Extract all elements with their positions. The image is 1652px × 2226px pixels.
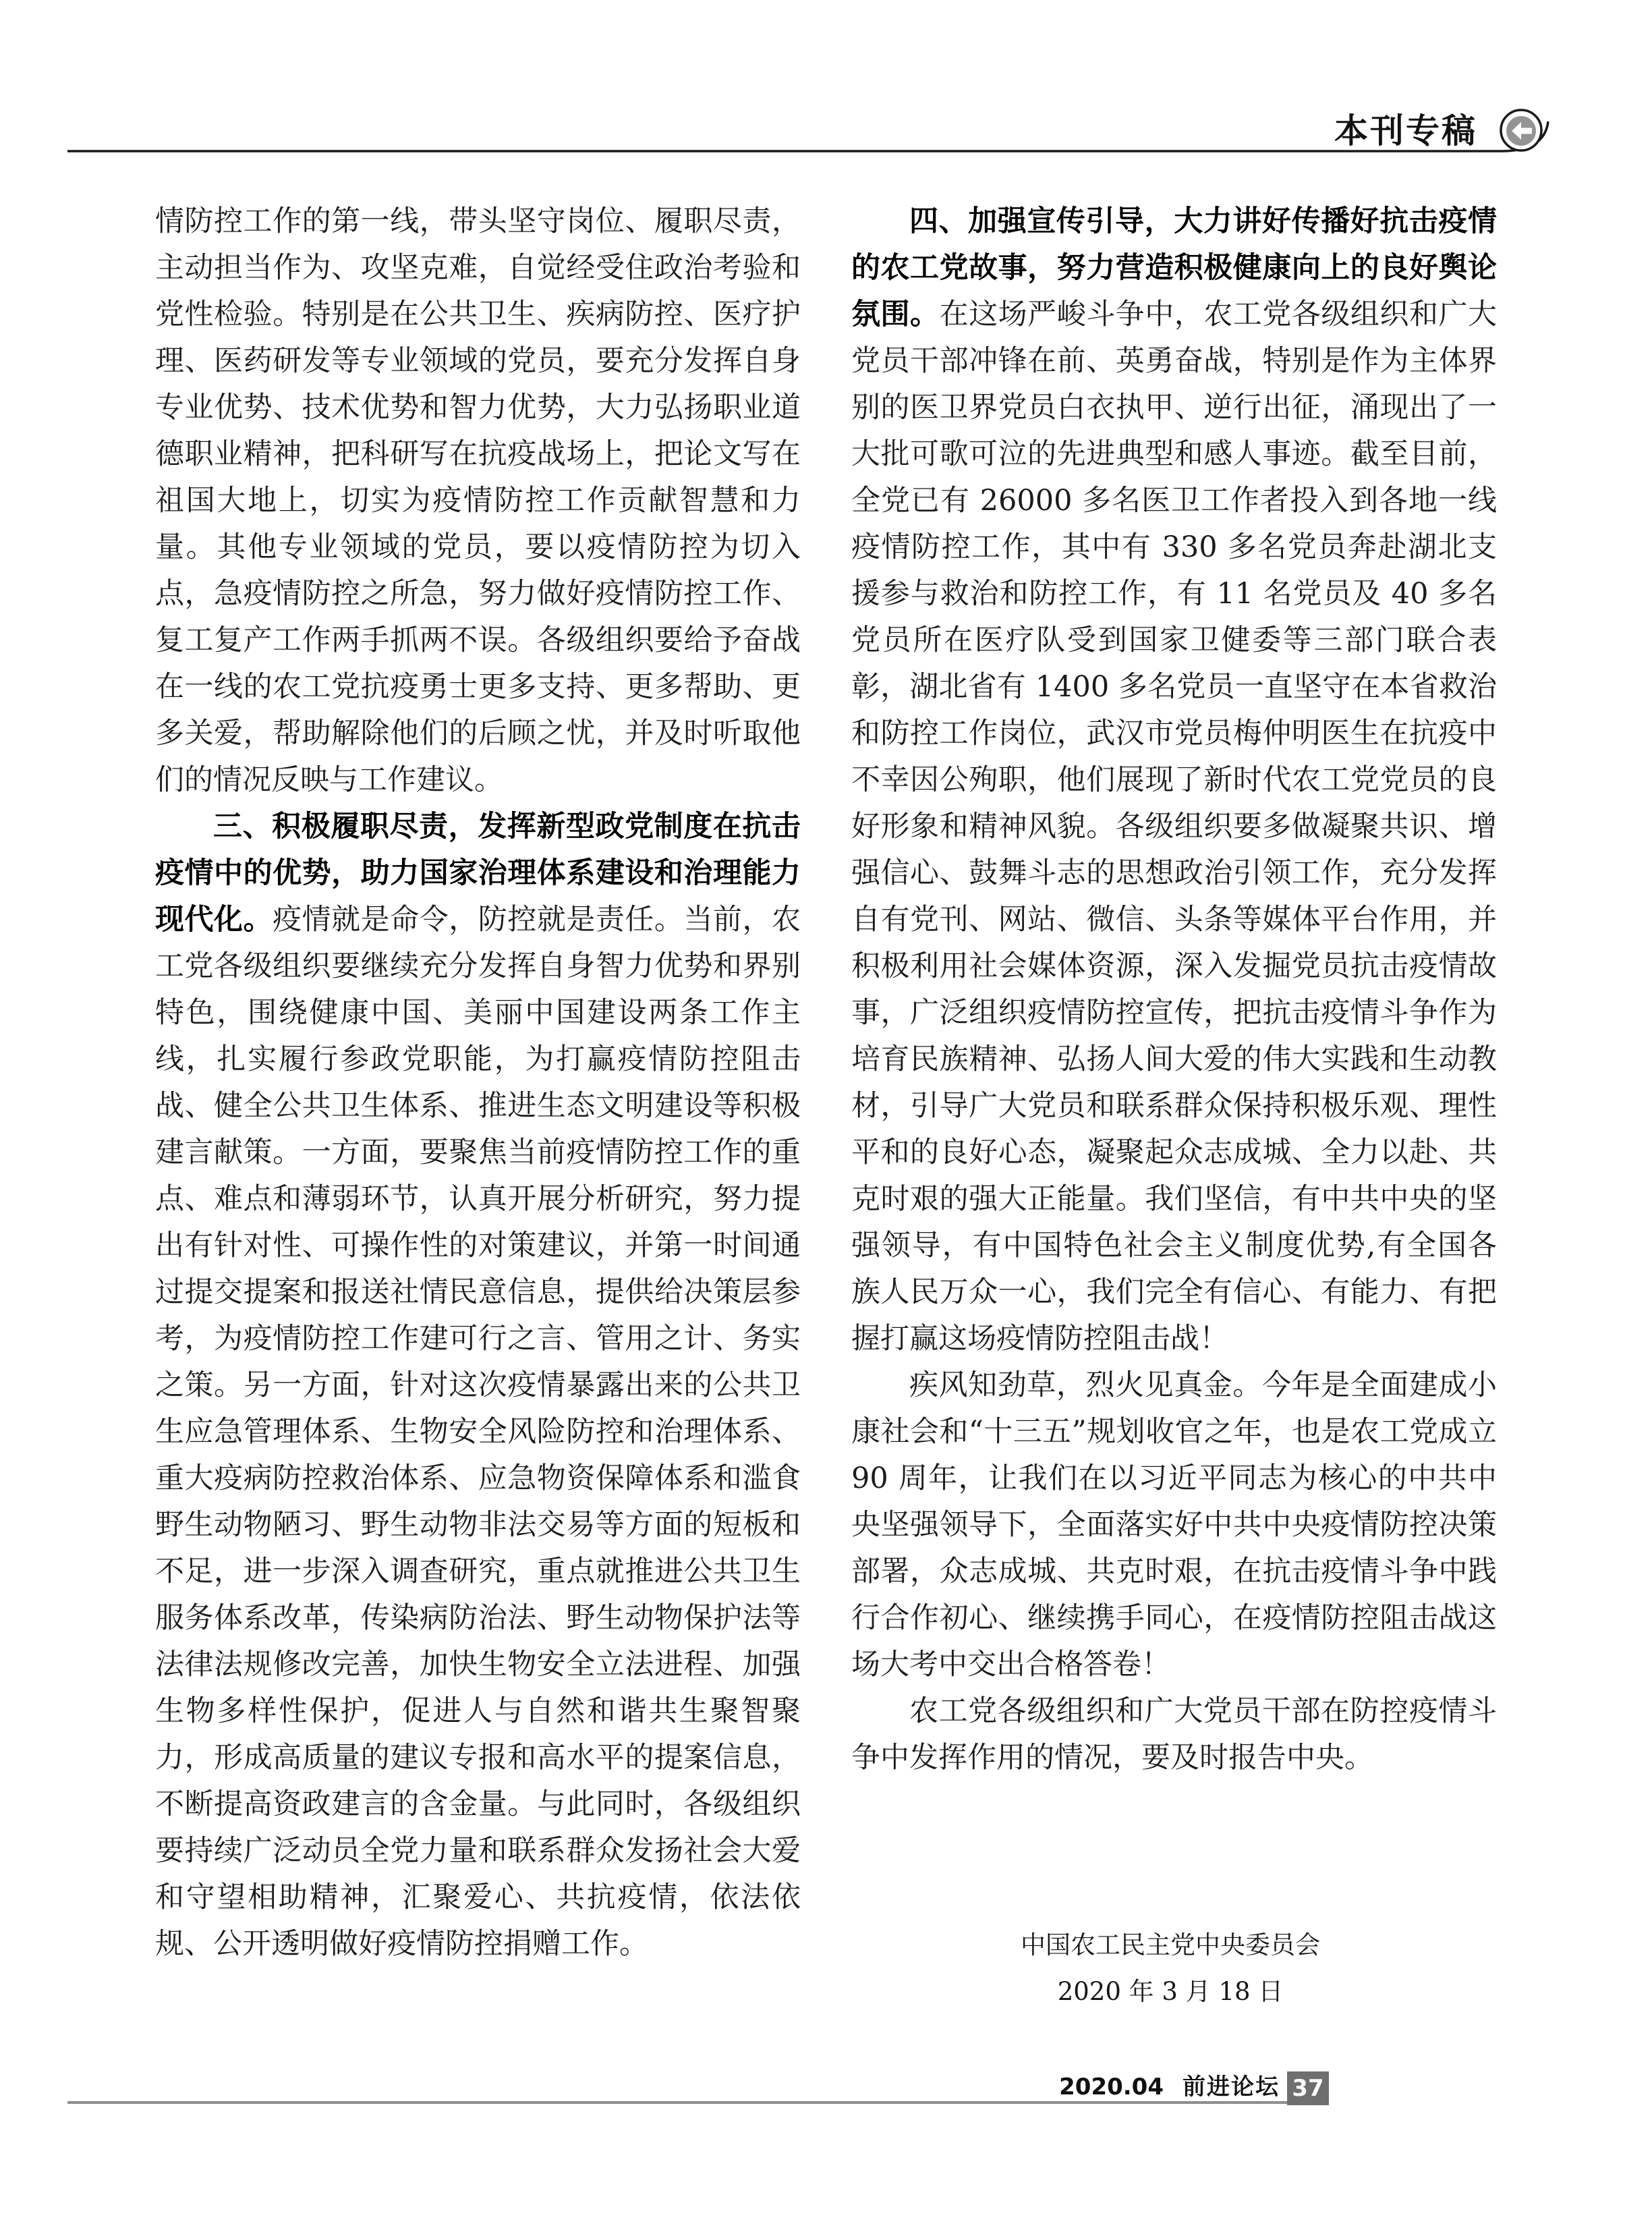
paragraph <box>851 1688 1497 1781</box>
paragraph <box>155 198 801 804</box>
paragraph-text: 疫情就是命令，防控就是责任。当前，农工党各级组织要继续充分发挥自身智力优势和界别特色，围绕健康中国、美丽中国建设两条工作主线，扎实履行参政党职能，为打赢疫情防控阻击战、健全公共卫生体系、推进生态文明建设等积极建言献策。一方面，要聚焦当前疫情防控工作的重点、难点和薄弱环节，认真开展分析研究，努力提出有针对性、可操作性的对策建议，并第一时间通过提交提案和报送社情民意信息，提供给决策层参考，为疫情防控工作建可行之言、管用之计、务实之策。另一方面，针对这次疫情暴露出来的公共卫生应急管理体系、生物安全风险防控和治理体系、重大疫病防控救治体系、应急物资保障体系和滥食野生动物陋习、野生动物非法交易等方面的短板和不足，进一步深入调查研究，重点就推进公共卫生服务体系改革，传染病防治法、野生动物保护法等法律法规修改完善，加快生物安全立法进程、加强生物多样性保护，促进人与自然和谐共生聚智聚力，形成高质量的建议专报和高水平的提案信息，不断提高资政建言的含金量。与此同时，各级组织要持续广泛动员全党力量和联系群众发扬社会大爱和守望相助精神，汇聚爱心、共抗疫情，依法依规、公开透明做好疫情防控捐赠工作。 <box>155 903 801 1961</box>
paragraph <box>851 198 1497 1362</box>
paragraph-lead-bold: 四、加强宣传引导，大力讲好传播好抗击疫情的农工党故事，努力营造积极健康向上的良好舆论氛围。 <box>851 204 1497 331</box>
paragraph-lead-bold: 三、积极履职尽责，发挥新型政党制度在抗击疫情中的优势，助力国家治理体系建设和治理能力现代化。 <box>155 810 801 937</box>
paragraph-text: 农工党各级组织和广大党员干部在防控疫情斗争中发挥作用的情况，要及时报告中央。 <box>851 1694 1497 1775</box>
footer-issue: 2020.04 <box>1059 2074 1164 2100</box>
paragraph-text: 疾风知劲草，烈火见真金。今年是全面建成小康社会和“十三五”规划收官之年，也是农工党成立 90 周年，让我们在以习近平同志为核心的中共中央坚强领导下，全面落实好中共中央疫情防控决策部署，众志成城、共克时艰，在抗击疫情斗争中践行合作初心、继续携手同心，在疫情防控阻击战这场大考中交出合格答卷！ <box>851 1368 1497 1681</box>
article-left-column <box>155 198 801 1968</box>
footer-journal-line <box>1059 2070 1280 2104</box>
paragraph <box>155 804 801 1968</box>
footer-journal: 前进论坛 <box>1183 2074 1280 2100</box>
page-number-badge: 37 <box>1287 2071 1329 2105</box>
signature-block <box>1021 1922 1320 2015</box>
paragraph-text: 在这场严峻斗争中，农工党各级组织和广大党员干部冲锋在前、英勇奋战，特别是作为主体界别的医卫界党员白衣执甲、逆行出征，涌现出了一大批可歌可泣的先进典型和感人事迹。截至目前，全党已有 26000 多名医卫工作者投入到各地一线疫情防控工作，其中有 330 多名党员奔赴湖北支援参与救治和防控工作，有 11 名党员及 40 多名党员所在医疗队受到国家卫健委等三部门联合表彰，湖北省有 1400 多名党员一直坚守在本省救治和防控工作岗位，武汉市党员梅仲明医生在抗疫中不幸因公殉职，他们展现了新时代农工党党员的良好形象和精神风貌。各级组织要多做凝聚共识、增强信心、鼓舞斗志的思想政治引领工作，充分发挥自有党刊、网站、微信、头条等媒体平台作用，并积极利用社会媒体资源，深入发掘党员抗击疫情故事，广泛组织疫情防控宣传，把抗击疫情斗争作为培育民族精神、弘扬人间大爱的伟大实践和生动教材，引导广大党员和联系群众保持积极乐观、理性平和的良好心态，凝聚起众志成城、全力以赴、共克时艰的强大正能量。我们坚信，有中共中央的坚强领导，有中国特色社会主义制度优势,有全国各族人民万众一心，我们完全有信心、有能力、有把握打赢这场疫情防控阻击战！ <box>851 298 1498 1356</box>
paragraph <box>851 1362 1497 1688</box>
section-title: 本刊专稿 <box>1334 111 1477 150</box>
signature-committee: 中国农工民主党中央委员会 <box>1021 1930 1320 1959</box>
signature-date: 2020 年 3 月 18 日 <box>1057 1977 1284 2006</box>
article-right-column <box>851 198 1497 1781</box>
paragraph-text: 情防控工作的第一线，带头坚守岗位、履职尽责，主动担当作为、攻坚克难，自觉经受住政治考验和党性检验。特别是在公共卫生、疾病防控、医疗护理、医药研发等专业领域的党员，要充分发挥自身专业优势、技术优势和智力优势，大力弘扬职业道德职业精神，把科研写在抗疫战场上，把论文写在祖国大地上，切实为疫情防控工作贡献智慧和力量。其他专业领域的党员，要以疫情防控为切入点，急疫情防控之所急，努力做好疫情防控工作、复工复产工作两手抓两不误。各级组织要给予奋战在一线的农工党抗疫勇士更多支持、更多帮助、更多关爱，帮助解除他们的后顾之忧，并及时听取他们的情况反映与工作建议。 <box>155 204 801 797</box>
